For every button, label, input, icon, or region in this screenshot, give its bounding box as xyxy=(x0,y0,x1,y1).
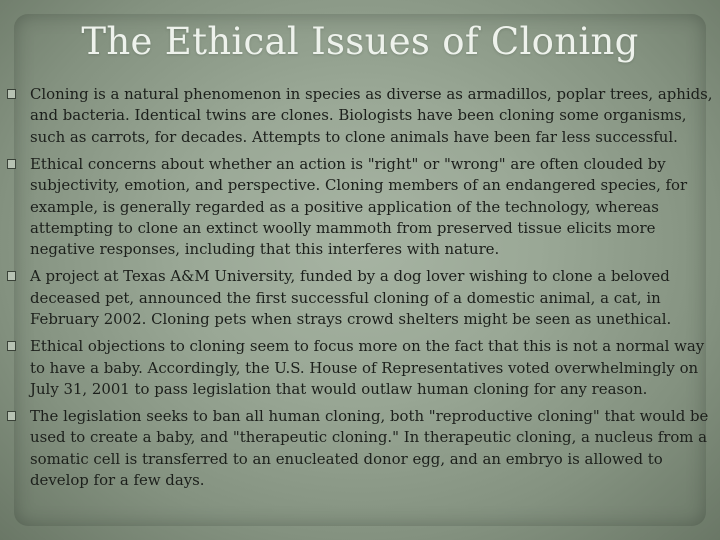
bullet-text: The legislation seeks to ban all human cloning, both "reproductive cloning" that would be used to create a baby, and "therapeutic cloning." In therapeutic cloning, a nucleus from a somatic cell is transferred to an enucleated donor egg, and an embryo is allowed to develop for a few days. xyxy=(30,407,709,490)
square-bullet-icon xyxy=(7,89,16,99)
bullet-item xyxy=(7,266,715,330)
bullet-text: Ethical objections to cloning seem to focus more on the fact that this is not a normal way to have a baby. Accordingly, the U.S. House of Representatives voted overwhelmingly on July 31, 2001 to pass legislation that would outlaw human cloning for any reason. xyxy=(30,337,705,399)
bullet-text: Cloning is a natural phenomenon in species as diverse as armadillos, poplar trees, aphids, and bacteria. Identical twins are clones. Biologists have been cloning some organisms, such as carrots, for decades. Attempts to clone animals have been far less successful. xyxy=(30,85,713,146)
square-bullet-icon xyxy=(7,159,16,169)
bullet-item xyxy=(7,154,715,261)
square-bullet-icon xyxy=(7,271,16,281)
bullet-item xyxy=(7,84,715,148)
square-bullet-icon xyxy=(7,411,16,421)
bullet-text: Ethical concerns about whether an action is "right" or "wrong" are often clouded by subjectivity, emotion, and perspective. Cloning members of an endangered species, for example, is generally regarded as a positive application of the technology, whereas attempting to clone an extinct woolly mammoth from preserved tissue elicits more negative responses, including that this interferes with nature. xyxy=(30,154,688,259)
slide-title: The Ethical Issues of Cloning xyxy=(81,20,639,63)
bullet-list xyxy=(7,84,715,497)
bullet-text: A project at Texas A&M University, funded by a dog lover wishing to clone a beloved deceased pet, announced the first successful cloning of a domestic animal, a cat, in February 2002. Cloning pets when strays crowd shelters might be seen as unethical. xyxy=(30,267,672,329)
bullet-item xyxy=(7,406,715,492)
square-bullet-icon xyxy=(7,341,16,351)
bullet-item xyxy=(7,336,715,400)
